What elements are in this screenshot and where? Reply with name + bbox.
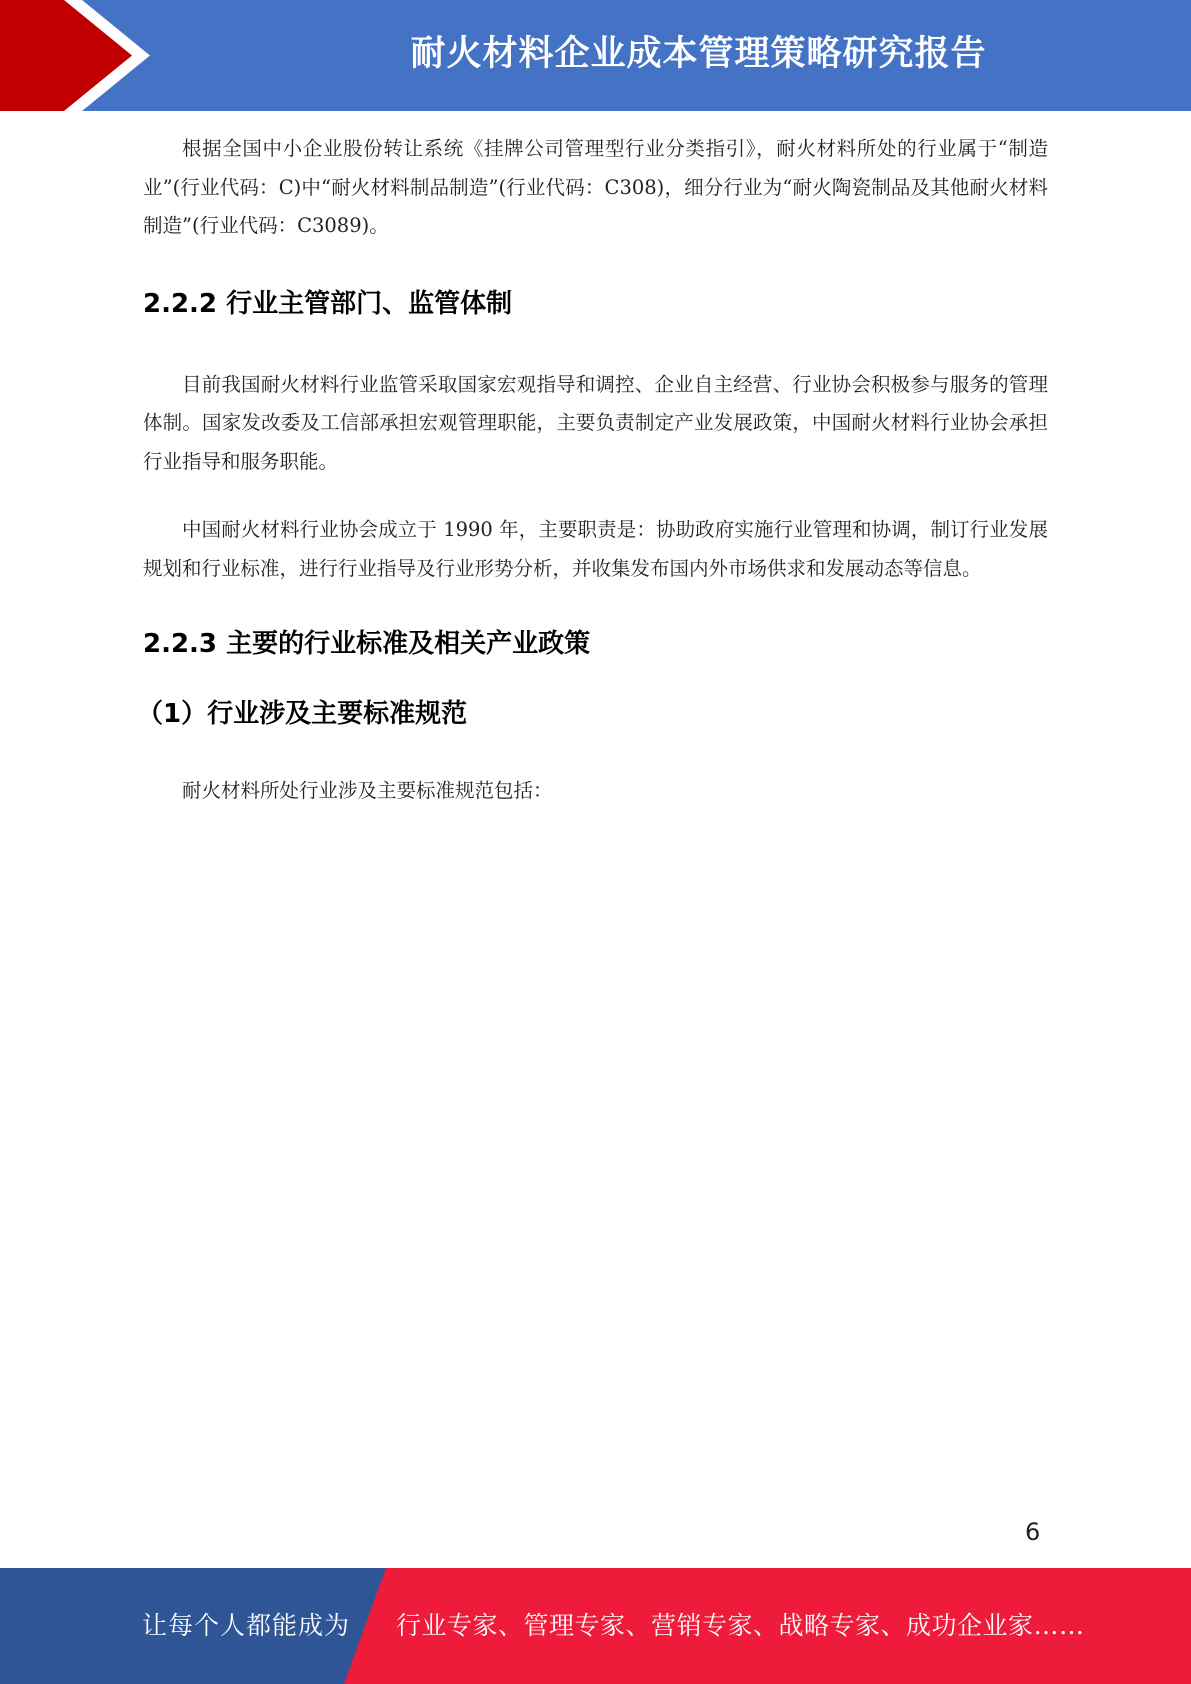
subsection-heading-1: （1）行业涉及主要标准规范 — [137, 699, 468, 729]
header-chevron-decoration — [0, 0, 160, 111]
document-body — [137, 130, 1048, 811]
section-heading-2-2-2: 2.2.2 行业主管部门、监管体制 — [143, 288, 513, 319]
page-footer — [0, 1568, 1191, 1684]
page-header — [0, 0, 1191, 111]
paragraph-industry-association: 中国耐火材料行业协会成立于 1990 年，主要职责是：协助政府实施行业管理和协调，制订行业发展规划和行业标准，进行行业指导及行业形势分析，并收集发布国内外市场供求和发展动态等信息。 — [143, 518, 1048, 580]
paragraph-standards-intro: 耐火材料所处行业涉及主要标准规范包括： — [182, 779, 553, 802]
paragraph-regulatory-system: 目前我国耐火材料行业监管采取国家宏观指导和调控、企业自主经营、行业协会积极参与服务的管理体制。国家发改委及工信部承担宏观管理职能，主要负责制定产业发展政策，中国耐火材料行业协会承担行业指导和服务职能。 — [143, 372, 1048, 473]
page-number: 6 — [1025, 1518, 1041, 1546]
footer-slogan-right: 行业专家、管理专家、营销专家、战略专家、成功企业家…… — [396, 1611, 1085, 1640]
footer-slogan-left: 让每个人都能成为 — [142, 1611, 351, 1640]
section-heading-2-2-3: 2.2.3 主要的行业标准及相关产业政策 — [143, 629, 591, 659]
paragraph-industry-classification: 根据全国中小企业股份转让系统《挂牌公司管理型行业分类指引》，耐火材料所处的行业属于“制造业”(行业代码：C)中“耐火材料制品制造”(行业代码：C308)，细分行业为“耐火陶瓷制品及其他耐火材料制造”(行业代码：C3089)。 — [143, 137, 1048, 237]
document-title: 耐火材料企业成本管理策略研究报告 — [410, 34, 987, 74]
